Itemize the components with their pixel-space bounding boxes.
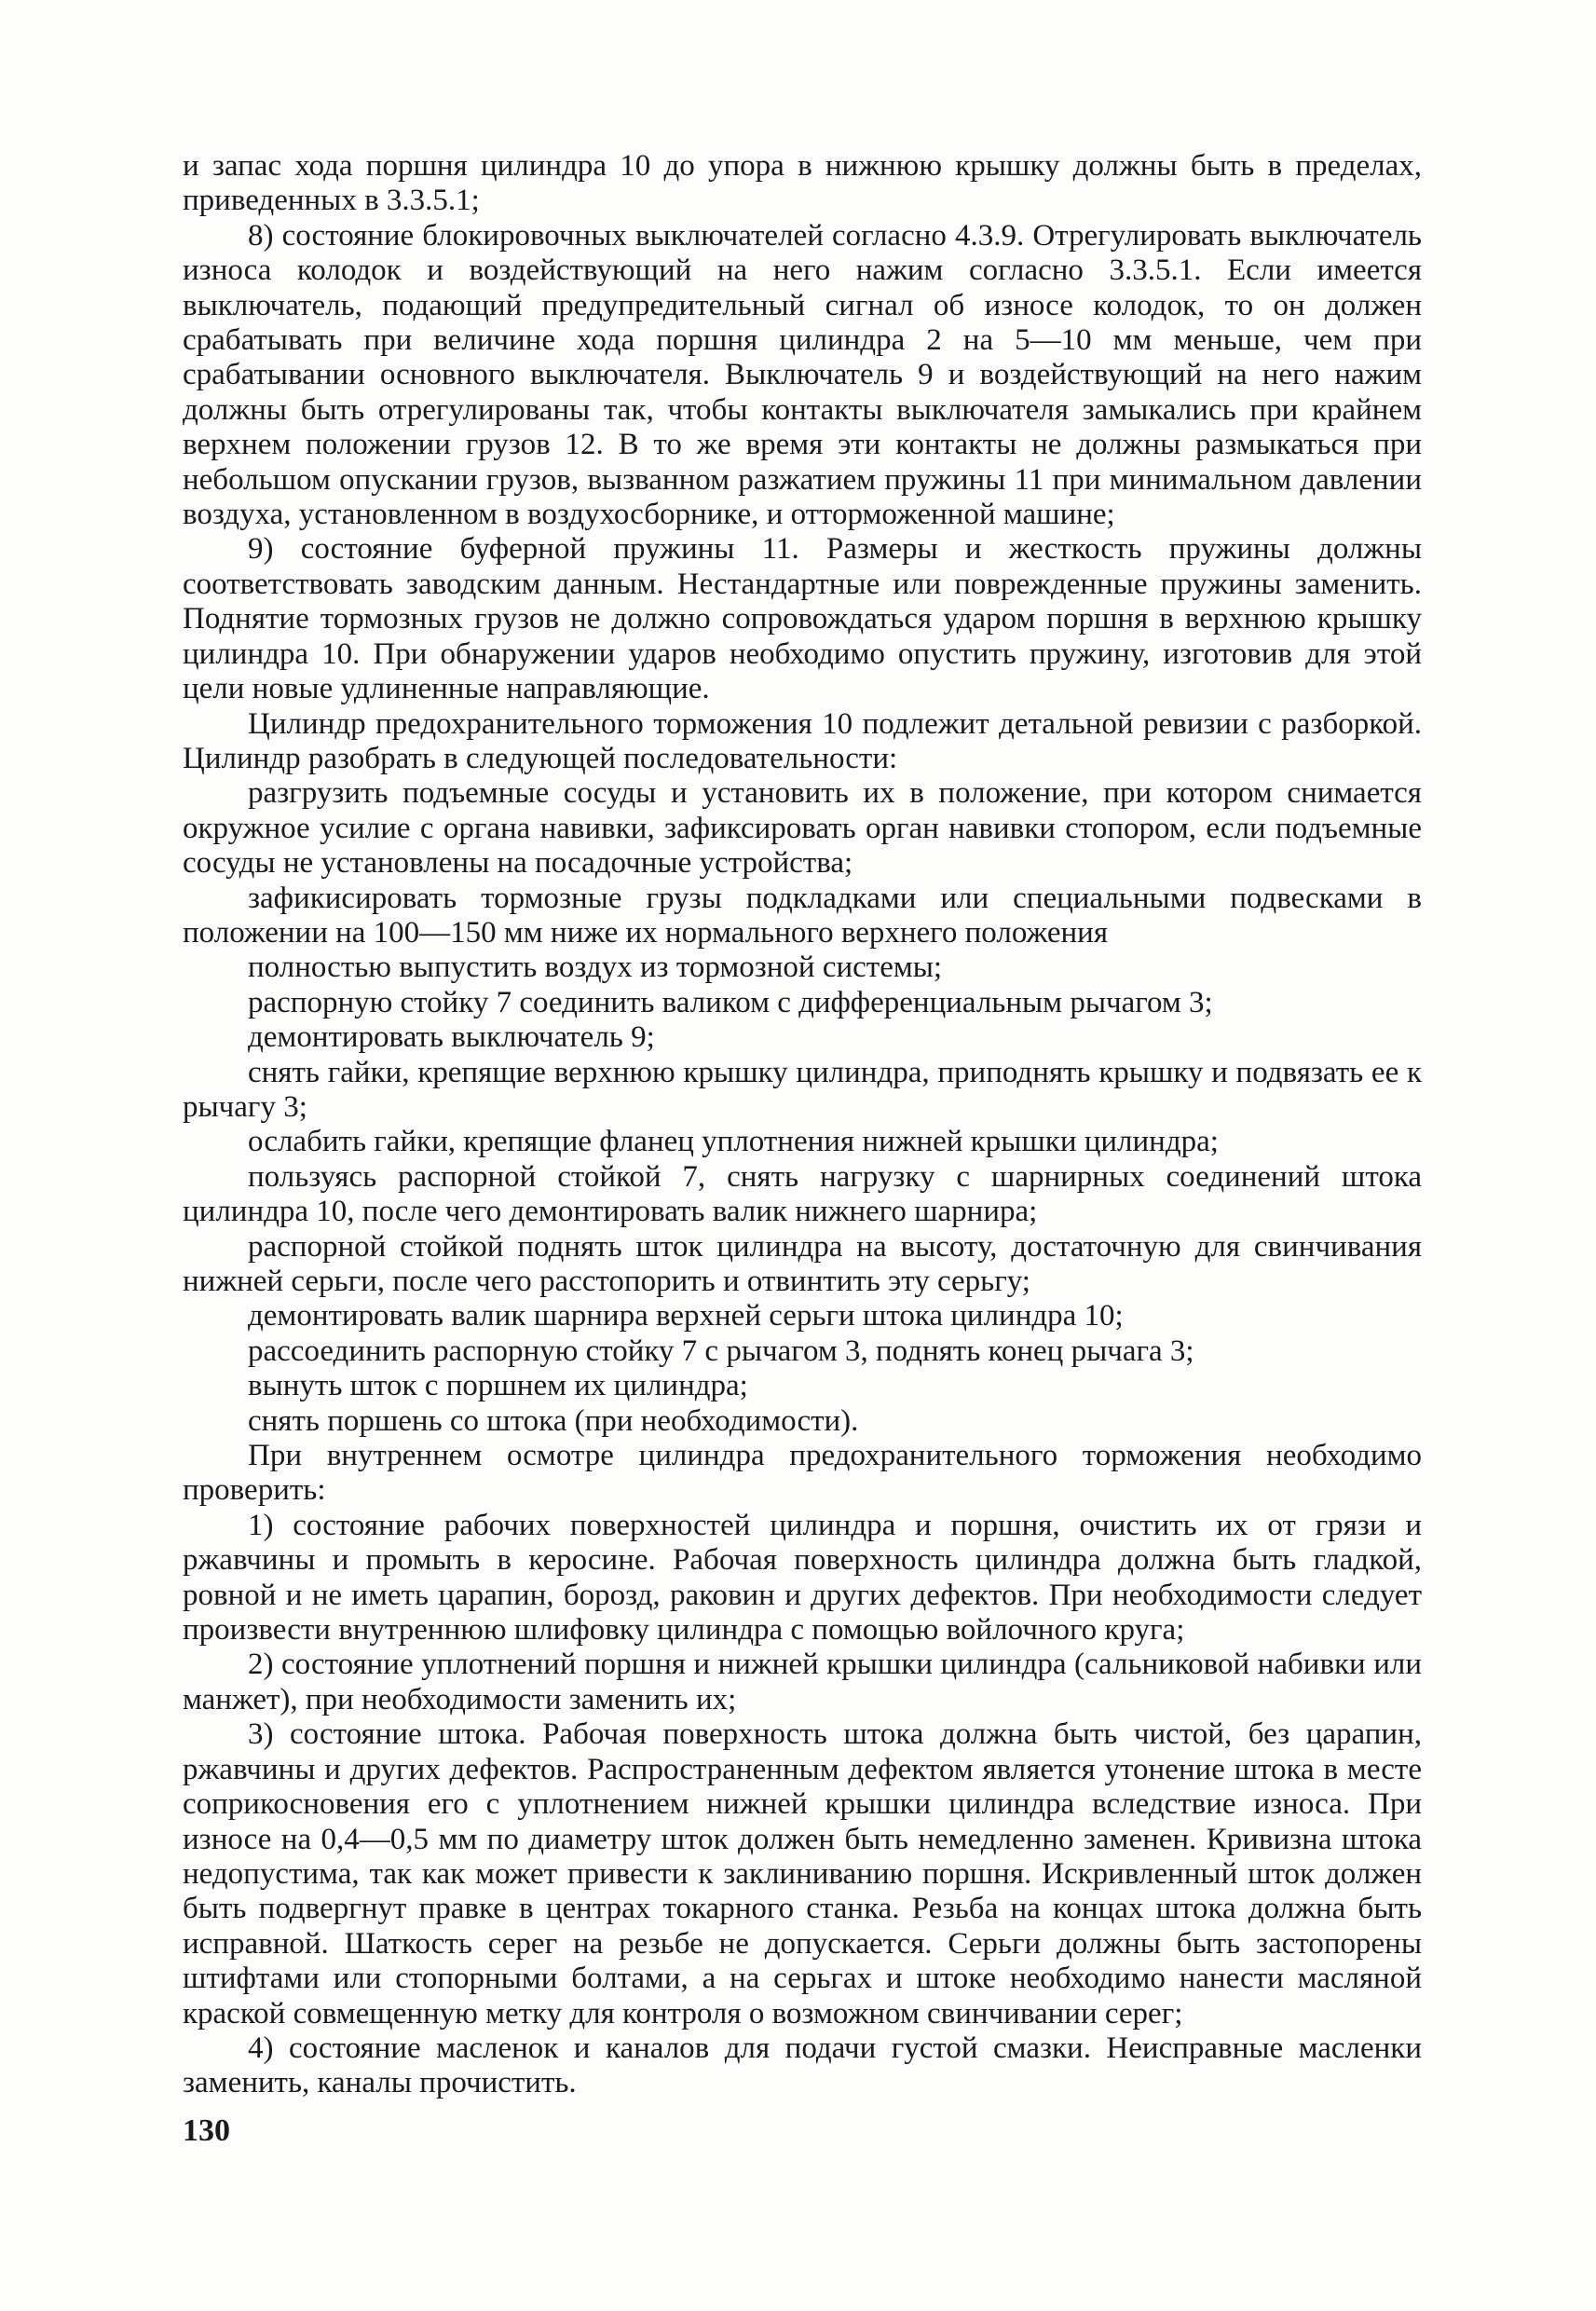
paragraph: 9) состояние буферной пружины 11. Размеры и жесткость пружины должны соответствовать заводским данным. Нестандартные или поврежденные пружины заменить. Поднятие тормозных грузов не должно сопровождаться ударом поршня в верхнюю крышку цилиндра 10. При обнаружении ударов необходимо опустить пружину, изготовив для этой цели новые удлиненные направляющие. [183, 532, 1422, 706]
paragraph: полностью выпустить воздух из тормозной системы; [248, 950, 943, 985]
paragraph: 1) состояние рабочих поверхностей цилиндра и поршня, очистить их от грязи и ржавчины и промыть в керосине. Рабочая поверхность цилиндра должна быть гладкой, ровной и не иметь царапин, борозд, раковин и других дефектов. При необходимости следует произвести внутреннюю шлифовку цилиндра с помощью войлочного круга; [183, 1508, 1422, 1648]
paragraph: вынуть шток с поршнем их цилиндра; [248, 1369, 748, 1403]
paragraph: снять поршень со штока (при необходимости). [248, 1403, 859, 1438]
paragraph: демонтировать выключатель 9; [248, 1020, 655, 1055]
paragraph: 2) состояние уплотнений поршня и нижней крышки цилиндра (сальниковой набивки или манжет), при необходимости заменить их; [183, 1648, 1422, 1716]
paragraph: Цилиндр предохранительного торможения 10 подлежит детальной ревизии с разборкой. Цилиндр разобрать в следующей последовательности: [183, 706, 1422, 775]
paragraph: снять гайки, крепящие верхнюю крышку цилиндра, приподнять крышку и подвязать ее к рычагу 3; [183, 1055, 1422, 1124]
paragraph: 3) состояние штока. Рабочая поверхность штока должна быть чистой, без царапин, ржавчины и других дефектов. Распространенным дефектом является утонение штока в месте соприкосновения его с уплотнением нижней крышки цилиндра вследствие износа. При износе на 0,4—0,5 мм по диаметру шток должен быть немедленно заменен. Кривизна штока недопустима, так как может привести к заклиниванию поршня. Искривленный шток должен быть подвергнут правке в центрах токарного станка. Резьба на концах штока должна быть исправной. Шаткость серег на резьбе не допускается. Серьги должны быть застопорены штифтами или стопорными болтами, а на серьгах и штоке необходимо нанести масляной краской совмещенную метку для контроля о возможном свинчивании серег; [183, 1717, 1422, 2031]
paragraph: разгрузить подъемные сосуды и установить их в положение, при котором снимается окружное усилие с органа навивки, зафиксировать орган навивки стопором, если подъемные сосуды не установлены на посадочные устройства; [183, 776, 1422, 881]
paragraph: демонтировать валик шарнира верхней серьги штока цилиндра 10; [248, 1299, 1124, 1333]
paragraph: пользуясь распорной стойкой 7, снять нагрузку с шарнирных соединений штока цилиндра 10, после чего демонтировать валик нижнего шарнира; [183, 1159, 1422, 1229]
paragraph: рассоединить распорную стойку 7 с рычагом 3, поднять конец рычага 3; [248, 1333, 1194, 1368]
paragraph: При внутреннем осмотре цилиндра предохранительного торможения необходимо проверить: [183, 1439, 1422, 1508]
paragraph: и запас хода поршня цилиндра 10 до упора в нижнюю крышку должны быть в пределах, приведенных в 3.3.5.1; [183, 149, 1422, 218]
paragraph: распорной стойкой поднять шток цилиндра на высоту, достаточную для свинчивания нижней серьги, после чего расстопорить и отвинтить эту серьгу; [183, 1229, 1422, 1298]
paragraph: распорную стойку 7 соединить валиком с дифференциальным рычагом 3; [248, 985, 1213, 1019]
paragraph: ослабить гайки, крепящие фланец уплотнения нижней крышки цилиндра; [248, 1125, 1219, 1159]
paragraph: зафикисировать тормозные грузы подкладками или специальными подвесками в положении на 100—150 мм ниже их нормального верхнего положения [183, 881, 1422, 950]
body-text [183, 149, 1422, 2101]
paragraph: 8) состояние блокировочных выключателей согласно 4.3.9. Отрегулировать выключатель износа колодок и воздействующий на него нажим согласно 3.3.5.1. Если имеется выключатель, подающий предупредительный сигнал об износе колодок, то он должен срабатывать при величине хода поршня цилиндра 2 на 5—10 мм меньше, чем при срабатывании основного выключателя. Выключатель 9 и воздействующий на него нажим должны быть отрегулированы так, чтобы контакты выключателя замыкались при крайнем верхнем положении грузов 12. В то же время эти контакты не должны размыкаться при небольшом опускании грузов, вызванном разжатием пружины 11 при минимальном давлении воздуха, установленном в воздухосборнике, и отторможенной машине; [183, 218, 1422, 532]
paragraph: 4) состояние масленок и каналов для подачи густой смазки. Неисправные масленки заменить, каналы прочистить. [183, 2031, 1422, 2100]
page-number: 130 [183, 2113, 230, 2148]
